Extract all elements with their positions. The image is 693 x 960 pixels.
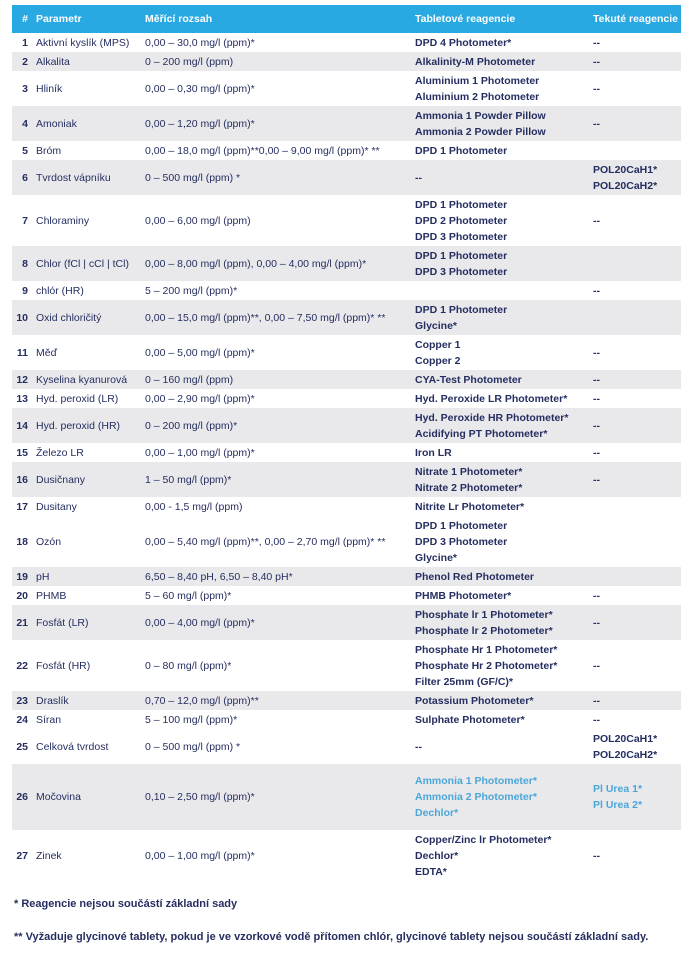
row-number-cell: 25 <box>16 740 28 753</box>
tablet-reagent-line: Potassium Photometer* <box>415 694 534 707</box>
measuring-range-cell: 0,00 – 5,00 mg/l (ppm)* <box>145 346 255 359</box>
parameter-cell: Alkalita <box>36 55 70 68</box>
parameter-cell: PHMB <box>36 589 67 602</box>
liquid-reagent-line: -- <box>593 659 600 672</box>
tablet-reagents-cell <box>415 372 593 388</box>
row-number-cell: 8 <box>22 257 28 270</box>
table-row <box>12 300 681 335</box>
parameter-cell: Dusitany <box>36 500 77 513</box>
row-number-cell: 16 <box>16 473 28 486</box>
tablet-reagent-line: DPD 1 Photometer <box>415 303 508 316</box>
measuring-range-cell: 0,00 – 1,00 mg/l (ppm)* <box>145 849 255 862</box>
liquid-reagents-cell <box>593 445 681 461</box>
row-number-cell: 15 <box>16 446 28 459</box>
liquid-reagent-line: -- <box>593 82 600 95</box>
tablet-reagent-line: Dechlor* <box>415 849 459 862</box>
parameter-cell: Zinek <box>36 849 62 862</box>
row-number-cell: 5 <box>22 144 28 157</box>
tablet-reagent-line: Nitrate 1 Photometer* <box>415 465 523 478</box>
measuring-range-cell: 5 – 100 mg/l (ppm)* <box>145 713 238 726</box>
tablet-reagent-line: Filter 25mm (GF/C)* <box>415 675 514 688</box>
measuring-range-cell: 0 – 80 mg/l (ppm)* <box>145 659 232 672</box>
row-number-cell: 2 <box>22 55 28 68</box>
measuring-range-cell: 1 – 50 mg/l (ppm)* <box>145 473 232 486</box>
tablet-reagent-line: Phosphate lr 2 Photometer* <box>415 624 553 637</box>
liquid-reagent-line: -- <box>593 446 600 459</box>
parameter-cell: Ozón <box>36 535 62 548</box>
measuring-range-cell: 0 – 160 mg/l (ppm) <box>145 373 234 386</box>
liquid-reagents-cell <box>593 615 681 631</box>
tablet-reagent-line: Copper/Zinc lr Photometer* <box>415 833 552 846</box>
liquid-reagent-line: -- <box>593 117 600 130</box>
liquid-reagents-cell <box>593 35 681 51</box>
row-number-cell: 4 <box>22 117 28 130</box>
liquid-reagents-cell <box>593 213 681 229</box>
tablet-reagent-line: Phenol Red Photometer <box>415 570 535 583</box>
parameter-cell: Chlor (fCl | cCl | tCl) <box>36 257 129 270</box>
parameter-cell: Fosfát (HR) <box>36 659 91 672</box>
liquid-reagent-line: -- <box>593 214 600 227</box>
measuring-range-cell: 0,10 – 2,50 mg/l (ppm)* <box>145 791 255 803</box>
measuring-range-cell: 6,50 – 8,40 pH, 6,50 – 8,40 pH* <box>145 570 293 583</box>
tablet-reagent-line: Nitrate 2 Photometer* <box>415 481 523 494</box>
tablet-reagents-cell <box>415 518 593 566</box>
liquid-reagents-cell <box>593 658 681 674</box>
tablet-reagent-line: PHMB Photometer* <box>415 589 512 602</box>
tablet-reagents-cell <box>415 54 593 70</box>
tablet-reagents-cell <box>415 143 593 159</box>
liquid-reagents-cell <box>593 345 681 361</box>
measuring-range-cell: 0,00 – 0,30 mg/l (ppm)* <box>145 82 255 95</box>
table-row <box>12 516 681 567</box>
tablet-reagents-cell <box>415 712 593 728</box>
table-row <box>12 33 681 52</box>
row-number-cell: 12 <box>16 373 28 386</box>
liquid-reagents-cell <box>593 781 681 813</box>
parameter-cell: Fosfát (LR) <box>36 616 89 629</box>
liquid-reagent-line: -- <box>593 849 600 862</box>
tablet-reagent-line: Aluminium 2 Photometer <box>415 90 540 103</box>
table-row <box>12 710 681 729</box>
parameter-cell: Železo LR <box>36 446 84 459</box>
table-row <box>12 497 681 516</box>
tablet-reagent-line: Alkalinity-M Photometer <box>415 55 536 68</box>
measuring-range-cell: 0 – 200 mg/l (ppm) <box>145 55 234 68</box>
tablet-reagents-cell <box>415 170 593 186</box>
parameter-cell: Kyselina kyanurová <box>36 373 128 386</box>
parameter-cell: Bróm <box>36 144 62 157</box>
column-header-tablet-reagents: Tabletové reagencie <box>415 13 516 25</box>
tablet-reagents-cell <box>415 642 593 690</box>
parameter-cell: Oxid chloričitý <box>36 311 102 324</box>
tablet-reagents-cell <box>415 499 593 515</box>
tablet-reagents-cell <box>415 693 593 709</box>
tablet-reagent-line: DPD 3 Photometer <box>415 230 508 243</box>
tablet-reagent-line: -- <box>415 171 422 184</box>
liquid-reagents-cell <box>593 848 681 864</box>
liquid-reagents-cell <box>593 472 681 488</box>
table-row <box>12 160 681 195</box>
liquid-reagent-line: -- <box>593 616 600 629</box>
tablet-reagent-line: Glycine* <box>415 319 458 332</box>
table-row <box>12 764 681 830</box>
row-number-cell: 23 <box>16 694 28 707</box>
table-row <box>12 195 681 246</box>
table-row <box>12 335 681 370</box>
table-row <box>12 370 681 389</box>
parameter-cell: Amoniak <box>36 117 77 130</box>
parameter-cell: Chloraminy <box>36 214 90 227</box>
table-row <box>12 389 681 408</box>
row-number-cell: 3 <box>22 82 28 95</box>
tablet-reagent-line: DPD 4 Photometer* <box>415 36 512 49</box>
measuring-range-cell: 0 – 500 mg/l (ppm) * <box>145 171 241 184</box>
liquid-reagent-line: POL20CaH1* <box>593 732 658 745</box>
liquid-reagent-line: -- <box>593 589 600 602</box>
row-number-cell: 18 <box>16 535 28 548</box>
measuring-range-cell: 0,70 – 12,0 mg/l (ppm)** <box>145 694 259 707</box>
tablet-reagent-line: Ammonia 1 Powder Pillow <box>415 109 546 122</box>
liquid-reagent-line: POL20CaH2* <box>593 748 658 761</box>
tablet-reagent-line: Hyd. Peroxide LR Photometer* <box>415 392 568 405</box>
measuring-range-cell: 0,00 – 2,90 mg/l (ppm)* <box>145 392 255 405</box>
column-header-parameter: Parametr <box>36 13 82 25</box>
parameter-cell: Aktivní kyslík (MPS) <box>36 36 130 49</box>
row-number-cell: 13 <box>16 392 28 405</box>
liquid-reagents-cell <box>593 588 681 604</box>
liquid-reagents-cell <box>593 731 681 763</box>
table-row <box>12 246 681 281</box>
tablet-reagent-line: DPD 1 Photometer <box>415 144 508 157</box>
liquid-reagent-line: -- <box>593 473 600 486</box>
row-number-cell: 14 <box>16 419 28 432</box>
tablet-reagents-cell <box>415 464 593 496</box>
row-number-cell: 19 <box>16 570 28 583</box>
parameter-cell: Síran <box>36 713 62 726</box>
parameter-cell: Hyd. peroxid (LR) <box>36 392 119 405</box>
liquid-reagent-line: -- <box>593 694 600 707</box>
tablet-reagent-line: Glycine* <box>415 551 458 564</box>
measuring-range-cell: 5 – 60 mg/l (ppm)* <box>145 589 232 602</box>
table-row <box>12 462 681 497</box>
liquid-reagents-cell <box>593 372 681 388</box>
table-row <box>12 443 681 462</box>
liquid-reagents-cell <box>593 54 681 70</box>
tablet-reagents-cell <box>415 337 593 369</box>
liquid-reagent-line: POL20CaH1* <box>593 163 658 176</box>
tablet-reagent-line: CYA-Test Photometer <box>415 373 522 386</box>
table-header-row <box>12 5 681 33</box>
tablet-reagents-cell <box>415 739 593 755</box>
row-number-cell: 20 <box>16 589 28 602</box>
table-body <box>12 33 681 881</box>
tablet-reagent-line: DPD 2 Photometer <box>415 214 508 227</box>
measuring-range-cell: 5 – 200 mg/l (ppm)* <box>145 284 238 297</box>
row-number-cell: 1 <box>22 36 28 49</box>
tablet-reagents-cell <box>415 391 593 407</box>
liquid-reagents-cell <box>593 283 681 299</box>
row-number-cell: 6 <box>22 171 28 184</box>
tablet-reagent-line: Phosphate lr 1 Photometer* <box>415 608 553 621</box>
tablet-reagent-line: Ammonia 1 Photometer* <box>415 775 537 787</box>
tablet-reagent-line: Copper 1 <box>415 338 461 351</box>
tablet-reagent-line: EDTA* <box>415 865 447 878</box>
tablet-reagent-line: Ammonia 2 Photometer* <box>415 791 537 803</box>
parameter-cell: Měď <box>36 346 58 359</box>
footnote-double-asterisk: ** Vyžaduje glycinové tablety, pokud je ve vzorkové vodě přítomen chlór, glycinové tablety nejsou součástí základní sady. <box>14 931 649 943</box>
tablet-reagent-line: DPD 1 Photometer <box>415 519 508 532</box>
row-number-cell: 27 <box>16 849 28 862</box>
measuring-range-cell: 0,00 – 1,00 mg/l (ppm)* <box>145 446 255 459</box>
table-row <box>12 71 681 106</box>
measuring-range-cell: 0,00 – 6,00 mg/l (ppm) <box>145 214 251 227</box>
tablet-reagents-cell <box>415 248 593 280</box>
footnote-single-asterisk: * Reagencie nejsou součástí základní sady <box>14 898 238 910</box>
measuring-range-cell: 0,00 – 1,20 mg/l (ppm)* <box>145 117 255 130</box>
tablet-reagents-cell <box>415 108 593 140</box>
row-number-cell: 26 <box>16 791 28 803</box>
tablet-reagent-line: Phosphate Hr 2 Photometer* <box>415 659 558 672</box>
tablet-reagent-line: DPD 1 Photometer <box>415 249 508 262</box>
reagents-table <box>12 5 681 881</box>
row-number-cell: 11 <box>16 346 28 359</box>
column-header-liquid-reagents: Tekuté reagencie <box>593 13 679 25</box>
table-row <box>12 691 681 710</box>
tablet-reagent-line: Phosphate Hr 1 Photometer* <box>415 643 558 656</box>
parameter-cell: Tvrdost vápníku <box>36 171 111 184</box>
tablet-reagents-cell <box>415 35 593 51</box>
tablet-reagents-cell <box>415 832 593 880</box>
measuring-range-cell: 0 – 200 mg/l (ppm)* <box>145 419 238 432</box>
liquid-reagents-cell <box>593 693 681 709</box>
tablet-reagent-line: DPD 3 Photometer <box>415 265 508 278</box>
measuring-range-cell: 0,00 – 18,0 mg/l (ppm)**0,00 – 9,00 mg/l (ppm)* ** <box>145 144 380 157</box>
tablet-reagent-line: -- <box>415 740 422 753</box>
table-row <box>12 729 681 764</box>
parameter-cell: Draslík <box>36 694 69 707</box>
tablet-reagent-line: Copper 2 <box>415 354 461 367</box>
tablet-reagent-line: Iron LR <box>415 446 452 459</box>
row-number-cell: 21 <box>16 616 28 629</box>
liquid-reagents-cell <box>593 116 681 132</box>
tablet-reagents-cell <box>415 410 593 442</box>
liquid-reagent-line: Pl Urea 2* <box>593 799 643 811</box>
measuring-range-cell: 0,00 – 15,0 mg/l (ppm)**, 0,00 – 7,50 mg/l (ppm)* ** <box>145 311 386 324</box>
tablet-reagents-cell <box>415 588 593 604</box>
table-row <box>12 586 681 605</box>
parameter-cell: Hyd. peroxid (HR) <box>36 419 121 432</box>
tablet-reagents-cell <box>415 607 593 639</box>
tablet-reagent-line: DPD 3 Photometer <box>415 535 508 548</box>
column-header-number: # <box>22 13 28 25</box>
table-row <box>12 52 681 71</box>
tablet-reagents-cell <box>415 197 593 245</box>
row-number-cell: 17 <box>16 500 28 513</box>
liquid-reagents-cell <box>593 391 681 407</box>
tablet-reagents-cell <box>415 445 593 461</box>
row-number-cell: 24 <box>16 713 28 726</box>
liquid-reagents-cell <box>593 81 681 97</box>
table-row <box>12 830 681 881</box>
liquid-reagent-line: -- <box>593 284 600 297</box>
tablet-reagent-line: DPD 1 Photometer <box>415 198 508 211</box>
parameter-cell: Močovina <box>36 791 81 803</box>
parameter-cell: Hliník <box>36 82 63 95</box>
liquid-reagents-cell <box>593 712 681 728</box>
column-header-measuring-range: Měřící rozsah <box>145 13 213 25</box>
tablet-reagent-line: Ammonia 2 Powder Pillow <box>415 125 546 138</box>
table-row <box>12 605 681 640</box>
liquid-reagent-line: POL20CaH2* <box>593 179 658 192</box>
tablet-reagent-line: Dechlor* <box>415 807 459 819</box>
measuring-range-cell: 0,00 – 30,0 mg/l (ppm)* <box>145 36 255 49</box>
liquid-reagents-cell <box>593 418 681 434</box>
table-row <box>12 567 681 586</box>
table-row <box>12 106 681 141</box>
parameter-cell: pH <box>36 570 50 583</box>
tablet-reagent-line: Sulphate Photometer* <box>415 713 525 726</box>
tablet-reagents-cell <box>415 73 593 105</box>
tablet-reagent-line: Hyd. Peroxide HR Photometer* <box>415 411 569 424</box>
liquid-reagent-line: -- <box>593 36 600 49</box>
liquid-reagent-line: -- <box>593 373 600 386</box>
tablet-reagents-cell <box>415 569 593 585</box>
tablet-reagent-line: Aluminium 1 Photometer <box>415 74 540 87</box>
table-row <box>12 141 681 160</box>
tablet-reagent-line: Acidifying PT Photometer* <box>415 427 548 440</box>
tablet-reagent-line: Nitrite Lr Photometer* <box>415 500 525 513</box>
measuring-range-cell: 0,00 – 8,00 mg/l (ppm), 0,00 – 4,00 mg/l (ppm)* <box>145 257 367 270</box>
measuring-range-cell: 0 – 500 mg/l (ppm) * <box>145 740 241 753</box>
liquid-reagent-line: -- <box>593 713 600 726</box>
measuring-range-cell: 0,00 – 4,00 mg/l (ppm)* <box>145 616 255 629</box>
tablet-reagents-cell <box>415 773 593 821</box>
row-number-cell: 22 <box>16 659 28 672</box>
liquid-reagents-cell <box>593 162 681 194</box>
liquid-reagent-line: -- <box>593 419 600 432</box>
footnotes <box>14 897 681 944</box>
row-number-cell: 10 <box>16 311 28 324</box>
table-row <box>12 408 681 443</box>
row-number-cell: 7 <box>22 214 28 227</box>
liquid-reagent-line: -- <box>593 392 600 405</box>
measuring-range-cell: 0,00 - 1,5 mg/l (ppm) <box>145 500 243 513</box>
measuring-range-cell: 0,00 – 5,40 mg/l (ppm)**, 0,00 – 2,70 mg/l (ppm)* ** <box>145 535 386 548</box>
tablet-reagents-cell <box>415 302 593 334</box>
liquid-reagent-line: -- <box>593 346 600 359</box>
table-row <box>12 640 681 691</box>
liquid-reagent-line: -- <box>593 55 600 68</box>
row-number-cell: 9 <box>22 284 28 297</box>
parameter-cell: Celková tvrdost <box>36 740 109 753</box>
parameter-cell: chlór (HR) <box>36 284 84 297</box>
table-row <box>12 281 681 300</box>
liquid-reagent-line: Pl Urea 1* <box>593 783 643 795</box>
parameter-cell: Dusičnany <box>36 473 86 486</box>
